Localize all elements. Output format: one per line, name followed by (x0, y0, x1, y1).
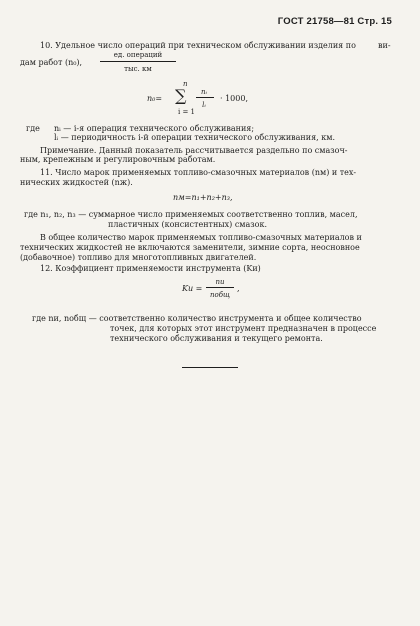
formula2: nм=n₁+n₂+n₃, (173, 193, 233, 202)
note-line1: Примечание. Данный показатель рассчитывается раздельно по смазоч- (40, 146, 348, 155)
item11-line2: нических жидкостей (nж). (20, 178, 133, 187)
end-rule (182, 367, 238, 368)
formula1-sum-upper: n (183, 80, 188, 88)
formula1-lhs: n₀= (147, 94, 163, 103)
formula1-sum-lower: i = 1 (178, 108, 196, 116)
para-line3: (добавочное) топливо для многотопливных двигателей. (20, 253, 257, 262)
formula1-rhs: · 1000, (220, 94, 248, 103)
item10-line1-end: ви- (378, 41, 391, 50)
item10-fraction-denominator: тыс. км (124, 65, 152, 73)
formula1-fraction-bar (196, 97, 214, 98)
para-line2: технических жидкостей не включаются заменители, зимние сорта, неосновное (20, 243, 360, 252)
item11-line1: 11. Число марок применяемых топливо-смазочных материалов (nм) и тех- (40, 168, 357, 177)
item10-fraction-numerator: ед. операций (113, 51, 163, 59)
formula3-numerator: nи (215, 278, 225, 286)
formula3-denominator: nобщ (209, 291, 230, 299)
summation-symbol: ∑ (175, 86, 187, 105)
item12-line1: 12. Коэффициент применяемости инструмента (Kи) (40, 264, 261, 273)
where1-l-i: lᵢ — периодичность i-й операции технического обслуживания, км. (54, 133, 335, 142)
formula3-lhs: Kи = (182, 284, 203, 293)
note-line2: ным, крепежным и регулировочным работам. (20, 155, 216, 164)
where1-n-i: nᵢ — i-я операция технического обслуживания; (54, 124, 255, 133)
formula3-fraction-bar (206, 287, 234, 288)
page-header: ГОСТ 21758—81 Стр. 15 (277, 16, 392, 27)
formula1-denominator: lᵢ (202, 101, 206, 109)
where3-line3: технического обслуживания и текущего ремонта. (110, 334, 323, 343)
where1-label: где (26, 124, 40, 133)
item10-line2: дам работ (n₀), (20, 58, 83, 67)
item10-line1: 10. Удельное число операций при техническом обслуживании изделия по (40, 41, 356, 50)
where3-line2: точек, для которых этот инструмент предназначен в процессе (110, 324, 377, 333)
para-line1: В общее количество марок применяемых топливо-смазочных материалов и (40, 233, 362, 242)
formula1-numerator: nᵢ (201, 88, 207, 96)
item10-fraction-bar (100, 61, 176, 62)
where2-line2: пластичных (консистентных) смазок. (108, 220, 268, 229)
where3-line1: где nи, nобщ — соответственно количество инструмента и общее количество (32, 314, 362, 323)
where2-line1: где n₁, n₂, n₃ — суммарное число применяемых соответственно топлив, масел, (24, 210, 358, 219)
formula3-comma: , (237, 284, 240, 293)
